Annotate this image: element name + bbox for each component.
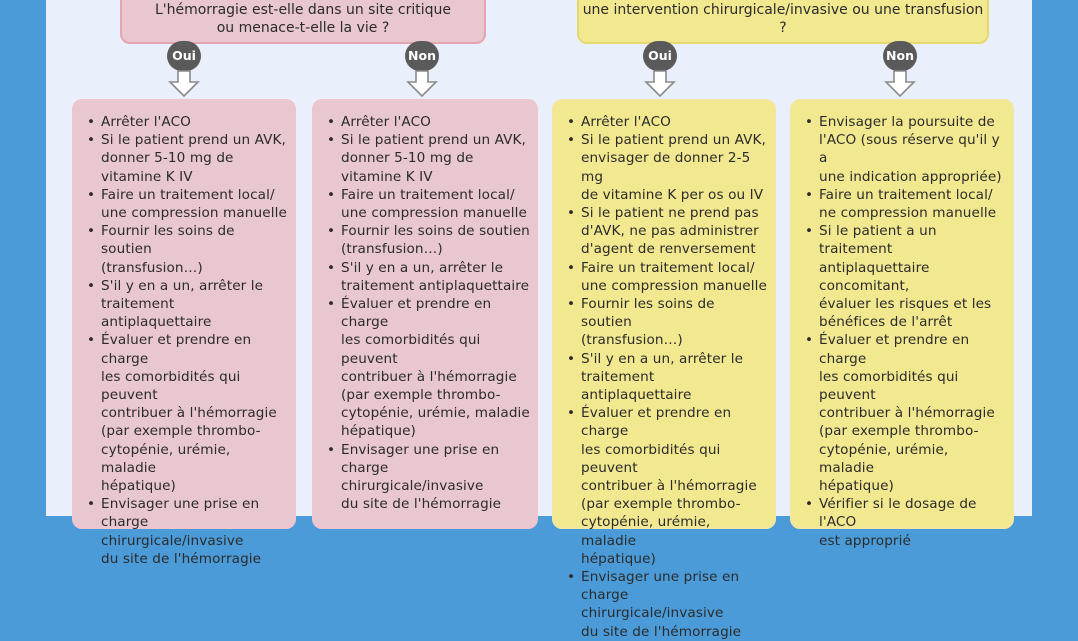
list-item: • Évaluer et prendre en charge les comorbidités qui peuvent contribuer à l'hémorragie (par exemple thrombo- cytopénie, urémie, maladie hépatique) <box>805 332 995 495</box>
list-item: • Envisager la poursuite de l'ACO (sous réserve qu'il y a une indication appropriée) <box>805 114 1002 185</box>
badge-oui: Oui <box>643 41 677 71</box>
list-item: • Évaluer et prendre en charge les comorbidités qui peuvent contribuer à l'hémorragie (par exemple thrombo- cytopénie, urémie, maladie hépatique) <box>567 405 757 567</box>
action-list <box>802 113 1006 550</box>
list-item: • Arrêter l'ACO <box>87 114 191 130</box>
badge-non: Non <box>883 41 917 71</box>
action-list <box>324 113 530 513</box>
question-box-critical-site <box>120 0 486 44</box>
list-item: • Si le patient ne prend pas d'AVK, ne pas administrer d'agent de renversement <box>567 205 759 258</box>
list-item: • Faire un traitement local/ une compression manuelle <box>327 186 527 222</box>
list-item: • Envisager une prise en charge chirurgicale/invasive du site de l'hémorragie <box>87 496 262 567</box>
badge-oui: Oui <box>167 41 201 71</box>
list-item: • Fournir les soins de soutien (transfusion…) <box>327 223 530 258</box>
list-item: • Faire un traitement local/ une compression manuelle <box>87 186 287 222</box>
list-item: • S'il y en a un, arrêter le traitement antiplaquettaire <box>567 350 744 404</box>
action-card-critical-yes <box>72 99 296 567</box>
list-item: • Évaluer et prendre en charge les comorbidités qui peuvent contribuer à l'hémorragie (par exemple thrombo- cytopénie, urémie, maladie hépatique) <box>87 332 277 495</box>
action-card-critical-no <box>312 99 538 529</box>
list-item: • Si le patient prend un AVK, donner 5-10 mg de vitamine K IV <box>327 132 526 185</box>
list-item: • Fournir les soins de soutien (transfusion…) <box>567 296 715 349</box>
badge-non: Non <box>405 41 439 71</box>
down-arrow-icon <box>644 70 676 98</box>
list-item: • Faire un traitement local/ une compression manuelle <box>567 259 767 294</box>
question-text: une intervention chirurgicale/invasive ou une transfusion ? <box>582 2 984 36</box>
list-item: • Envisager une prise en charge chirurgicale/invasive du site de l'hémorragie <box>327 441 502 513</box>
list-item: • Arrêter l'ACO <box>567 114 671 130</box>
list-item: • Évaluer et prendre en charge les comorbidités qui peuvent contribuer à l'hémorragie (par exemple thrombo- cytopénie, urémie, maladie hépatique) <box>327 296 530 440</box>
list-item: • Faire un traitement local/ ne compression manuelle <box>805 186 997 222</box>
list-item: • S'il y en a un, arrêter le traitement antiplaquettaire <box>87 277 264 331</box>
list-item: • Si le patient prend un AVK, donner 5-10 mg de vitamine K IV <box>87 132 286 185</box>
down-arrow-icon <box>406 70 438 98</box>
list-item: • Arrêter l'ACO <box>327 114 431 130</box>
action-list <box>564 113 768 641</box>
list-item: • Si le patient a un traitement antiplaquettaire concomitant, évaluer les risques et les bénéfices de l'arrêt <box>805 223 992 331</box>
down-arrow-icon <box>168 70 200 98</box>
list-item: • Si le patient prend un AVK, envisager de donner 2-5 mg de vitamine K per os ou IV <box>567 132 766 203</box>
down-arrow-icon <box>884 70 916 98</box>
action-list <box>84 113 288 568</box>
action-card-hospital-yes <box>552 99 776 640</box>
question-box-hospitalisation <box>577 0 989 44</box>
list-item: • Fournir les soins de soutien (transfusion…) <box>87 223 235 276</box>
list-item: • Envisager une prise en charge chirurgicale/invasive du site de l'hémorragie <box>567 569 742 640</box>
list-item: • Vérifier si le dosage de l'ACO est approprié <box>805 496 977 549</box>
action-card-hospital-no <box>790 99 1014 549</box>
list-item: • S'il y en a un, arrêter le traitement antiplaquettaire <box>327 259 530 294</box>
question-text: L'hémorragie est-elle dans un site critique ou menace-t-elle la vie ? <box>154 2 452 36</box>
